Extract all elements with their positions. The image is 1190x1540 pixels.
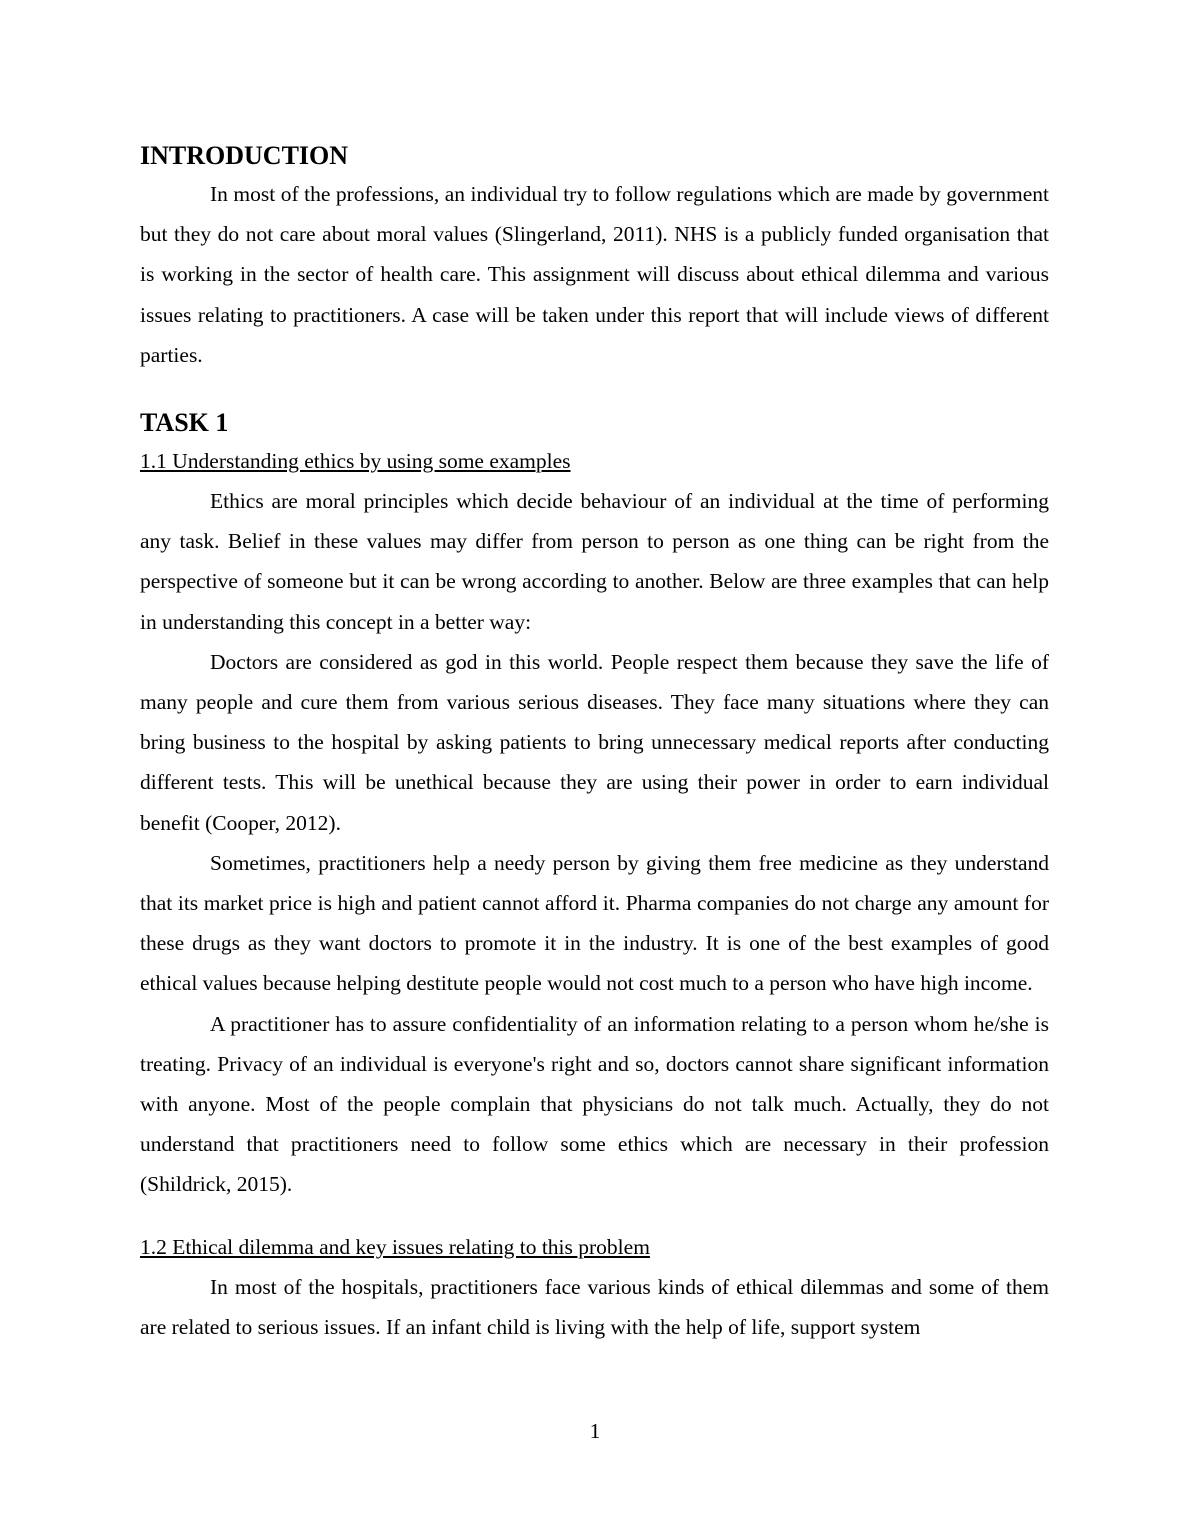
task-1-heading: TASK 1	[140, 408, 229, 438]
document-page	[140, 138, 1049, 1347]
introduction-heading: INTRODUCTION	[140, 141, 349, 170]
page-number: 1	[589, 1419, 601, 1443]
section-1-2-paragraph: In most of the hospitals, practitioners face various kinds of ethical dilemmas and some of them are related to serious issues. If an infant child is living with the help of life, support system	[140, 1274, 1049, 1339]
section-1-1-title: 1.1 Understanding ethics by using some examples	[140, 449, 571, 474]
section-1-1-paragraph-3: Sometimes, practitioners help a needy person by giving them free medicine as they understand that its market price is high and patient cannot afford it. Pharma companies do not charge any amount for these drugs as they want doctors to promote it in the industry. It is one of the best examples of good ethical values because helping destitute people would not cost much to a person who have high income.	[140, 850, 1049, 996]
section-1-2-title: 1.2 Ethical dilemma and key issues relating to this problem	[140, 1234, 650, 1259]
section-1-1-paragraph-4: A practitioner has to assure confidentiality of an information relating to a person whom he/she is treating. Privacy of an individual is everyone's right and so, doctors cannot share significant information with anyone. Most of the people complain that physicians do not talk much. Actually, they do not understand that practitioners need to follow some ethics which are necessary in their profession (Shildrick, 2015).	[140, 1011, 1049, 1197]
section-1-1-paragraph-1: Ethics are moral principles which decide behaviour of an individual at the time of performing any task. Belief in these values may differ from person to person as one thing can be right from the perspective of someone but it can be wrong according to another. Below are three examples that can help in understanding this concept in a better way:	[140, 489, 1049, 634]
section-1-1-paragraph-2: Doctors are considered as god in this world. People respect them because they save the life of many people and cure them from various serious diseases. They face many situations where they can bring business to the hospital by asking patients to bring unnecessary medical reports after conducting different tests. This will be unethical because they are using their power in order to earn individual benefit (Cooper, 2012).	[140, 649, 1049, 835]
introduction-paragraph: In most of the professions, an individual try to follow regulations which are made by government but they do not care about moral values (Slingerland, 2011). NHS is a publicly funded organisation that is working in the sector of health care. This assignment will discuss about ethical dilemma and various issues relating to practitioners. A case will be taken under this report that will include views of different parties.	[140, 182, 1049, 367]
